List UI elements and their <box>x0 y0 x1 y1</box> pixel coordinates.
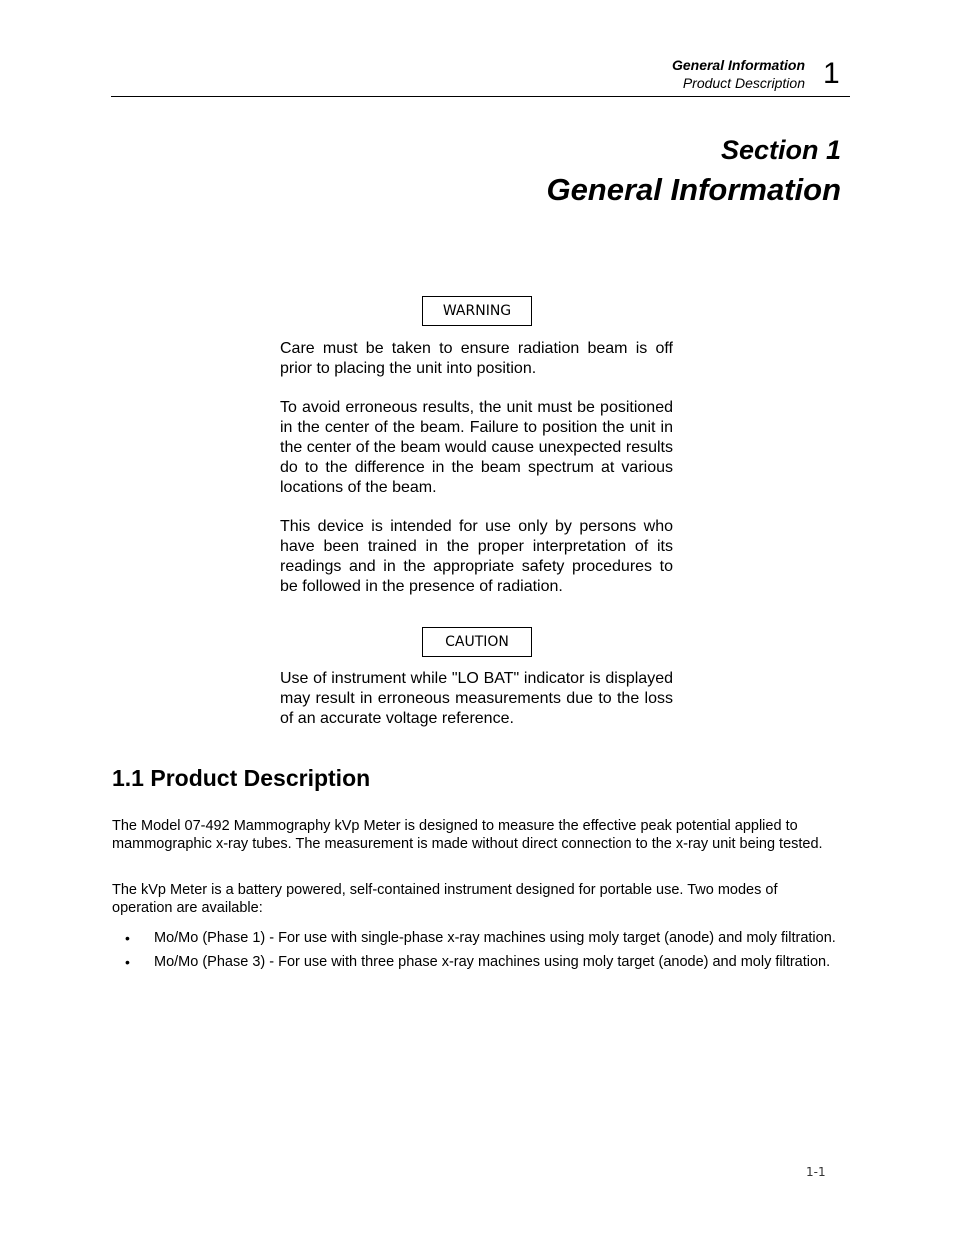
bullet-icon: • <box>125 930 130 946</box>
product-description-heading: 1.1 Product Description <box>112 765 371 791</box>
section-number-label: Section 1 <box>720 135 841 165</box>
header-rule <box>111 96 850 97</box>
caution-paragraph: Use of instrument while "LO BAT" indicator is displayed may result in erroneous measurements due to the loss of an accurate voltage reference. <box>280 670 673 727</box>
bullet-icon: • <box>125 954 130 970</box>
section-title: General Information <box>546 172 841 207</box>
page-number: 1-1 <box>806 1165 826 1179</box>
operation-modes-list <box>112 929 838 977</box>
caution-label-box: CAUTION <box>422 627 532 657</box>
body-paragraph: The kVp Meter is a battery powered, self-contained instrument designed for portable use. Two modes of operation are available: <box>112 882 778 916</box>
body-paragraph: The Model 07-492 Mammography kVp Meter is designed to measure the effective peak potential applied to mammographic x-ray tubes. The measurement is made without direct connection to the x-ray unit being tested. <box>112 818 823 852</box>
warning-label-box: WARNING <box>422 296 532 326</box>
warning-paragraph: To avoid erroneous results, the unit must be positioned in the center of the beam. Failure to position the unit in the center of the beam would cause unexpected results do to the difference in the beam spectrum at various locations of the beam. <box>280 399 673 496</box>
list-item-text: Mo/Mo (Phase 3) - For use with three phase x-ray machines using moly target (anode) and moly filtration. <box>154 954 831 970</box>
list-item-text: Mo/Mo (Phase 1) - For use with single-phase x-ray machines using moly target (anode) and moly filtration. <box>154 930 836 946</box>
warning-paragraph: This device is intended for use only by persons who have been trained in the proper interpretation of its readings and in the appropriate safety procedures to be followed in the presence of radiation. <box>280 518 673 595</box>
list-item <box>112 929 838 947</box>
list-item <box>112 953 838 971</box>
running-header-chapter-title: General Information <box>671 57 805 73</box>
warning-paragraph: Care must be taken to ensure radiation beam is off prior to placing the unit into position. <box>280 340 673 377</box>
running-header-section-name: Product Description <box>682 75 805 91</box>
running-header-chapter-number: 1 <box>823 57 840 90</box>
